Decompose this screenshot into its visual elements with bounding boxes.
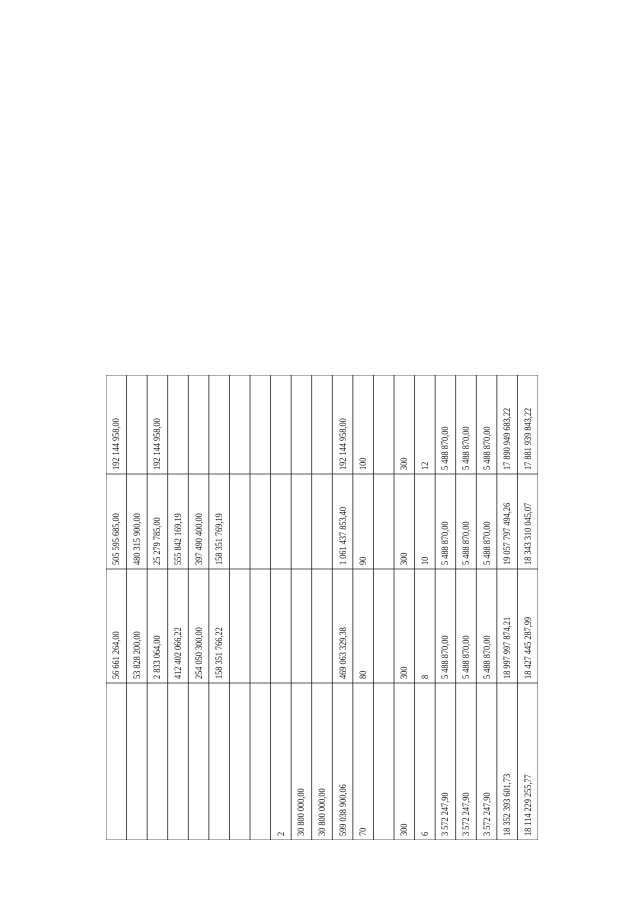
table-cell: 30 800 000,00: [296, 788, 307, 836]
table-cell: 480 315 900,00: [131, 513, 142, 565]
table-cell: 1 061 437 853,40: [337, 507, 348, 565]
table-cell: 192 144 958,00: [152, 418, 163, 470]
rotated-table-wrapper: [106, 375, 538, 840]
table-cell: 2: [275, 831, 286, 836]
data-table: [106, 375, 538, 840]
table-cell: 17 881 939 843,22: [522, 407, 533, 470]
table-cell: 3 572 247,90: [461, 792, 471, 836]
table-cell: 158 351 766,22: [214, 627, 225, 679]
table-cell: 397 490 400,00: [193, 513, 204, 565]
table-cell: 18 997 997 874,21: [502, 616, 513, 679]
table-cell: 70: [358, 827, 369, 836]
table-cell: 555 842 169,19: [173, 513, 183, 565]
table-cell: 192 144 958,00: [337, 418, 348, 470]
table-cell: 53 828 200,00: [131, 631, 142, 679]
table-grid: [106, 375, 538, 840]
table-cell: 5 488 870,00: [481, 521, 492, 565]
table-cell: 5 488 870,00: [461, 426, 471, 470]
table-cell: 30 800 000,00: [317, 788, 327, 836]
table-cell: 18 343 310 045,07: [522, 502, 533, 565]
table-cell: 5 488 870,00: [440, 521, 451, 565]
table-cell: 5 488 870,00: [481, 635, 492, 679]
table-cell: 90: [358, 556, 369, 565]
table-cell: 12: [419, 461, 430, 470]
table-cell: 25 279 785,00: [152, 517, 163, 565]
table-cell: 5 488 870,00: [461, 521, 471, 565]
table-cell: 3 572 247,90: [440, 792, 451, 836]
table-cell: 18 427 445 287,99: [522, 616, 533, 679]
table-cell: 2 833 064,00: [152, 635, 163, 679]
table-cell: 192 144 958,00: [111, 418, 122, 470]
table-cell: 19 057 797 494,26: [502, 502, 513, 565]
table-cell: 300: [399, 457, 410, 470]
table-cell: 18 352 393 601,73: [502, 773, 513, 836]
table-cell: 3 572 247,90: [481, 792, 492, 836]
table-cell: 80: [358, 670, 369, 679]
table-cell: 158 351 769,19: [214, 513, 225, 565]
table-cell: 5 488 870,00: [440, 635, 451, 679]
table-cell: 254 050 300,00: [193, 627, 204, 679]
table-cell: 300: [399, 666, 410, 679]
table-cell: 412 402 066,22: [173, 627, 183, 679]
table-cell: 10: [419, 556, 430, 565]
table-cell: 469 063 329,38: [337, 627, 348, 679]
table-cell: 5 488 870,00: [481, 426, 492, 470]
table-cell: 505 595 685,00: [111, 513, 122, 565]
table-cell: 6: [419, 831, 430, 836]
table-cell: 5 488 870,00: [461, 635, 471, 679]
table-cell: 18 114 229 255,77: [522, 774, 533, 836]
table-cell: 5 488 870,00: [440, 426, 451, 470]
table-cell: 8: [419, 674, 430, 679]
table-cell: 599 038 900,06: [337, 784, 348, 836]
table-cell: 300: [399, 823, 410, 836]
table-cell: 17 890 949 683,22: [502, 407, 513, 470]
table-cell: 300: [399, 552, 410, 565]
table-cell: 100: [358, 457, 369, 470]
table-cell: 56 661 264,00: [111, 631, 122, 679]
